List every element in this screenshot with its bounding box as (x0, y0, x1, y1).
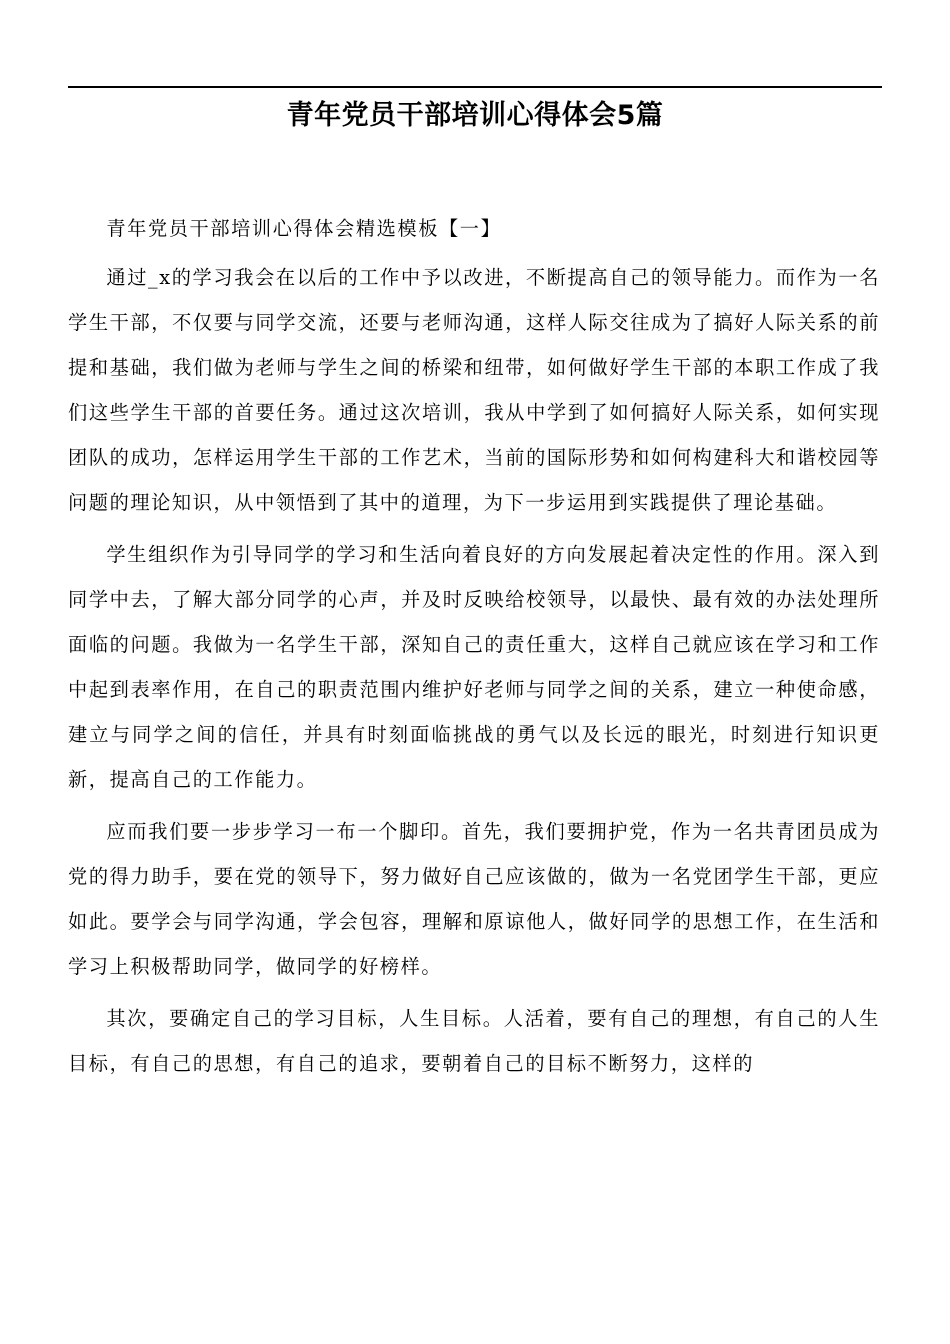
body-paragraph: 其次，要确定自己的学习目标，人生目标。人活着，要有自己的理想，有自己的人生目标，有自己的思想，有自己的追求，要朝着自己的目标不断努力，这样的 (68, 1007, 880, 1075)
header-rule (68, 86, 882, 88)
section-heading: 青年党员干部培训心得体会精选模板【一】 (106, 217, 502, 240)
document-title: 青年党员干部培训心得体会5篇 (286, 100, 664, 131)
body-paragraph: 通过_x的学习我会在以后的工作中予以改进，不断提高自己的领导能力。而作为一名学生干部，不仅要与同学交流，还要与老师沟通，这样人际交往成为了搞好人际关系的前提和基础，我们做为老师与学生之间的桥梁和纽带，如何做好学生干部的本职工作成了我们这些学生干部的首要任务。通过这次培训，我从中学到了如何搞好人际关系，如何实现团队的成功，怎样运用学生干部的工作艺术，当前的国际形势和如何构建科大和谐校园等问题的理论知识，从中领悟到了其中的道理，为下一步运用到实践提供了理论基础。 (68, 266, 880, 514)
body-paragraph: 应而我们要一步步学习一布一个脚印。首先，我们要拥护党，作为一名共青团员成为党的得力助手，要在党的领导下，努力做好自己应该做的，做为一名党团学生干部，更应如此。要学会与同学沟通，学会包容，理解和原谅他人，做好同学的思想工作，在生活和学习上积极帮助同学，做同学的好榜样。 (68, 820, 880, 978)
document-body (68, 206, 880, 1093)
body-paragraph: 学生组织作为引导同学的学习和生活向着良好的方向发展起着决定性的作用。深入到同学中去，了解大部分同学的心声，并及时反映给校领导，以最快、最有效的办法处理所面临的问题。我做为一名学生干部，深知自己的责任重大，这样自己就应该在学习和工作中起到表率作用，在自己的职责范围内维护好老师与同学之间的关系，建立一种使命感，建立与同学之间的信任，并具有时刻面临挑战的勇气以及长远的眼光，时刻进行知识更新，提高自己的工作能力。 (68, 543, 880, 791)
